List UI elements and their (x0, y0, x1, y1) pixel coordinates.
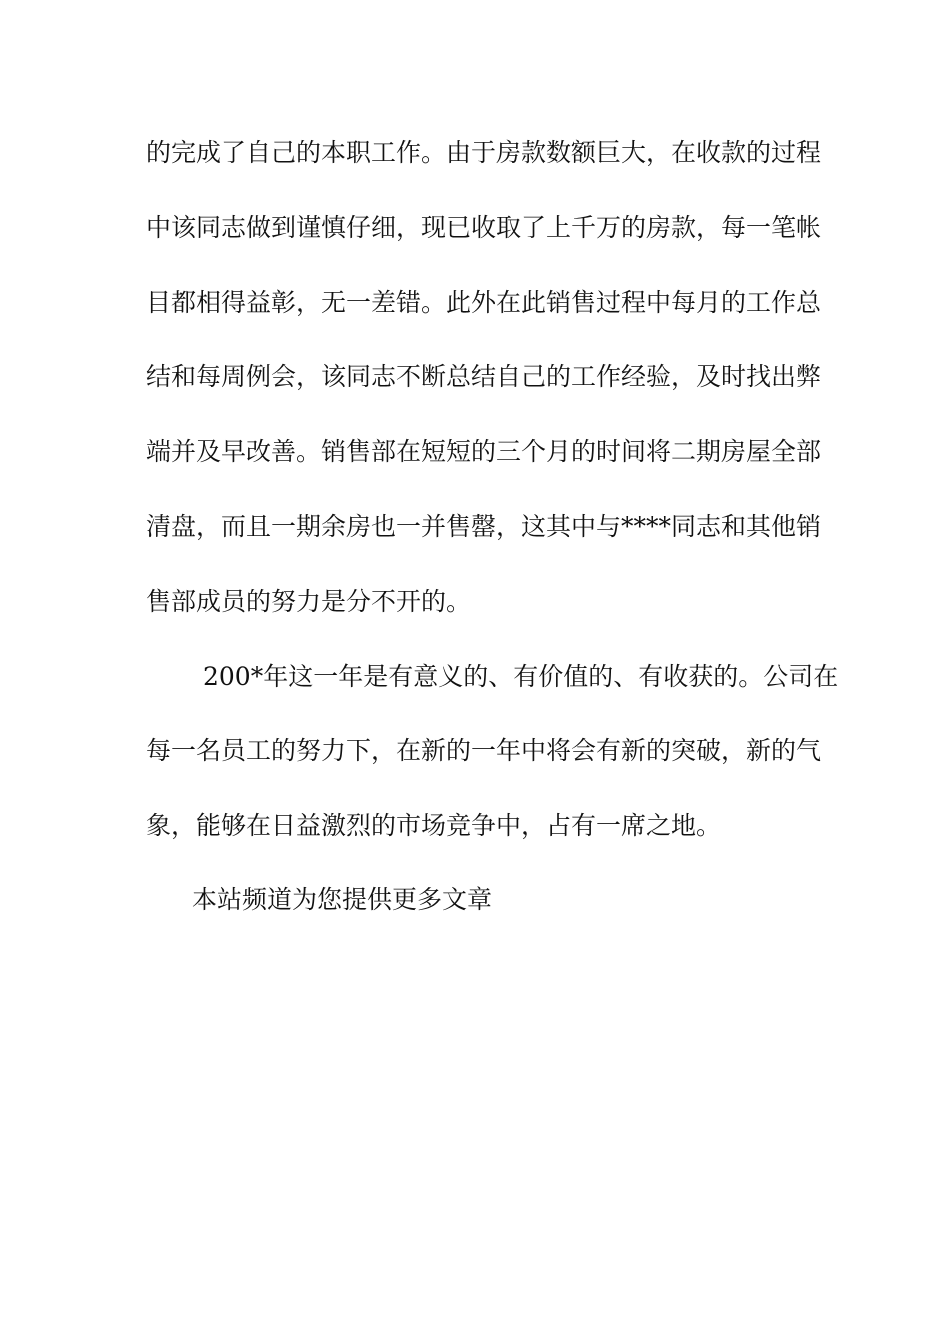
paragraph-1-line-3: 目都相得益彰，无一差错。此外在此销售过程中每月的工作总 (146, 288, 822, 317)
paragraph-1-line-7: 售部成员的努力是分不开的。 (146, 587, 472, 616)
paragraph-2-line-3: 象，能够在日益激烈的市场竞争中，占有一席之地。 (146, 811, 722, 840)
paragraph-1-line-2: 中该同志做到谨慎仔细，现已收取了上千万的房款，每一笔帐 (146, 213, 822, 242)
paragraph-2-line-2: 每一名员工的努力下，在新的一年中将会有新的突破，新的气 (146, 736, 822, 765)
footer-note: 本站频道为您提供更多文章 (192, 885, 493, 914)
paragraph-1-line-1: 的完成了自己的本职工作。由于房款数额巨大，在收款的过程 (146, 138, 822, 167)
paragraph-1-line-5: 端并及早改善。销售部在短短的三个月的时间将二期房屋全部 (146, 437, 822, 466)
paragraph-1-line-6: 清盘，而且一期余房也一并售罄，这其中与****同志和其他销 (146, 512, 822, 541)
paragraph-1-line-4: 结和每周例会，该同志不断总结自己的工作经验，及时找出弊 (146, 362, 822, 391)
paragraph-2-line-1: 200*年这一年是有意义的、有价值的、有收获的。公司在 (203, 662, 839, 691)
